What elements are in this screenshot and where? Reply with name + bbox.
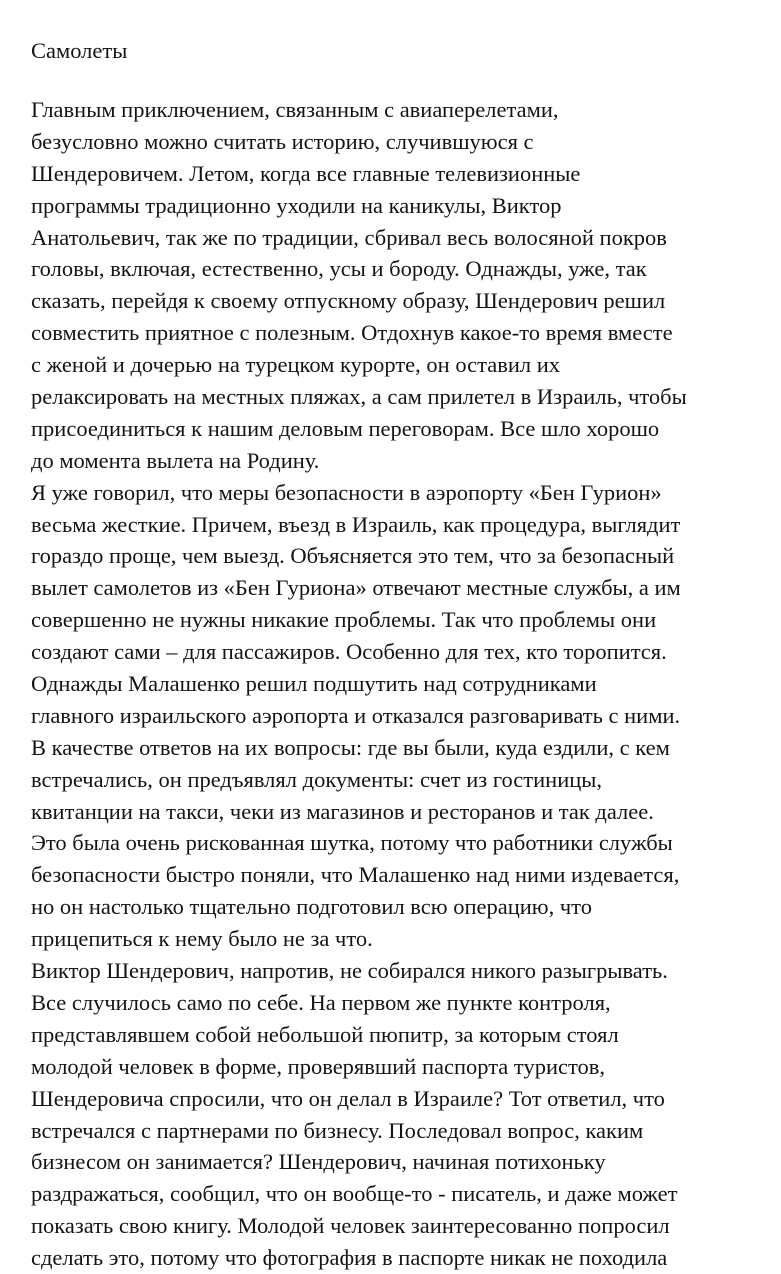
text-line: Шендеровичем. Летом, когда все главные телевизионные — [31, 160, 581, 186]
text-line: совершенно не нужны никакие проблемы. Так что проблемы они — [31, 607, 657, 633]
text-line: квитанции на такси, чеки из магазинов и ресторанов и так далее. — [31, 798, 654, 824]
text-line: безопасности быстро поняли, что Малашенко над ними издевается, — [31, 862, 680, 888]
text-line: Это была очень рискованная шутка, потому что работники службы — [31, 830, 673, 856]
text-line: создают сами – для пассажиров. Особенно для тех, кто торопится. — [31, 639, 667, 665]
text-line: безусловно можно считать историю, случившуюся с — [31, 128, 534, 154]
text-line: главного израильского аэропорта и отказался разговаривать с ними. — [31, 702, 681, 728]
text-line: сделать это, потому что фотография в паспорте никак не походила — [31, 1245, 668, 1271]
text-line: представлявшем собой небольшой пюпитр, за которым стоял — [31, 1021, 619, 1047]
text-line: молодой человек в форме, проверявший паспорта туристов, — [31, 1053, 606, 1079]
text-line: раздражаться, сообщил, что он вообще-то - писатель, и даже может — [31, 1181, 678, 1207]
text-line: встречался с партнерами по бизнесу. Последовал вопрос, каким — [31, 1117, 644, 1143]
text-line: Я уже говорил, что меры безопасности в аэропорту «Бен Гурион» — [31, 479, 662, 505]
text-line: гораздо проще, чем выезд. Объясняется это тем, что за безопасный — [31, 543, 675, 569]
text-line: программы традиционно уходили на каникулы, Виктор — [31, 192, 562, 218]
text-line: но он настолько тщательно подготовил всю операцию, что — [31, 894, 592, 920]
text-line: вылет самолетов из «Бен Гуриона» отвечают местные службы, а им — [31, 575, 681, 601]
text-line: Однажды Малашенко решил подшутить над сотрудниками — [31, 671, 597, 697]
text-line: Главным приключением, связанным с авиаперелетами, — [31, 97, 559, 122]
text-line: В качестве ответов на их вопросы: где вы были, куда ездили, с кем — [31, 734, 670, 760]
text-line: до момента вылета на Родину. — [31, 447, 320, 473]
text-line: Виктор Шендерович, напротив, не собирался никого разыгрывать. — [31, 958, 668, 984]
document-body — [31, 94, 776, 1274]
document-title: Самолеты — [31, 38, 128, 63]
text-line: встречались, он предъявлял документы: счет из гостиницы, — [31, 766, 603, 792]
text-line: показать свою книгу. Молодой человек заинтересованно попросил — [31, 1213, 670, 1239]
text-line: совместить приятное с полезным. Отдохнув какое-то время вместе — [31, 320, 673, 346]
text-line: прицепиться к нему было не за что. — [31, 926, 373, 952]
text-line: присоединиться к нашим деловым переговорам. Все шло хорошо — [31, 415, 660, 441]
text-line: весьма жесткие. Причем, въезд в Израиль, как процедура, выглядит — [31, 511, 681, 537]
text-line: Все случилось само по себе. На первом же пункте контроля, — [31, 989, 611, 1015]
text-line: Анатольевич, так же по традиции, сбривал весь волосяной покров — [31, 224, 667, 250]
text-line: головы, включая, естественно, усы и бороду. Однажды, уже, так — [31, 256, 647, 282]
text-line: Шендеровича спросили, что он делал в Израиле? Тот ответил, что — [31, 1085, 665, 1111]
text-line: бизнесом он занимается? Шендерович, начиная потихоньку — [31, 1149, 606, 1175]
text-line: сказать, перейдя к своему отпускному образу, Шендерович решил — [31, 288, 666, 314]
text-line: с женой и дочерью на турецком курорте, он оставил их — [31, 352, 561, 378]
text-line: релаксировать на местных пляжах, а сам прилетел в Израиль, чтобы — [31, 384, 687, 410]
